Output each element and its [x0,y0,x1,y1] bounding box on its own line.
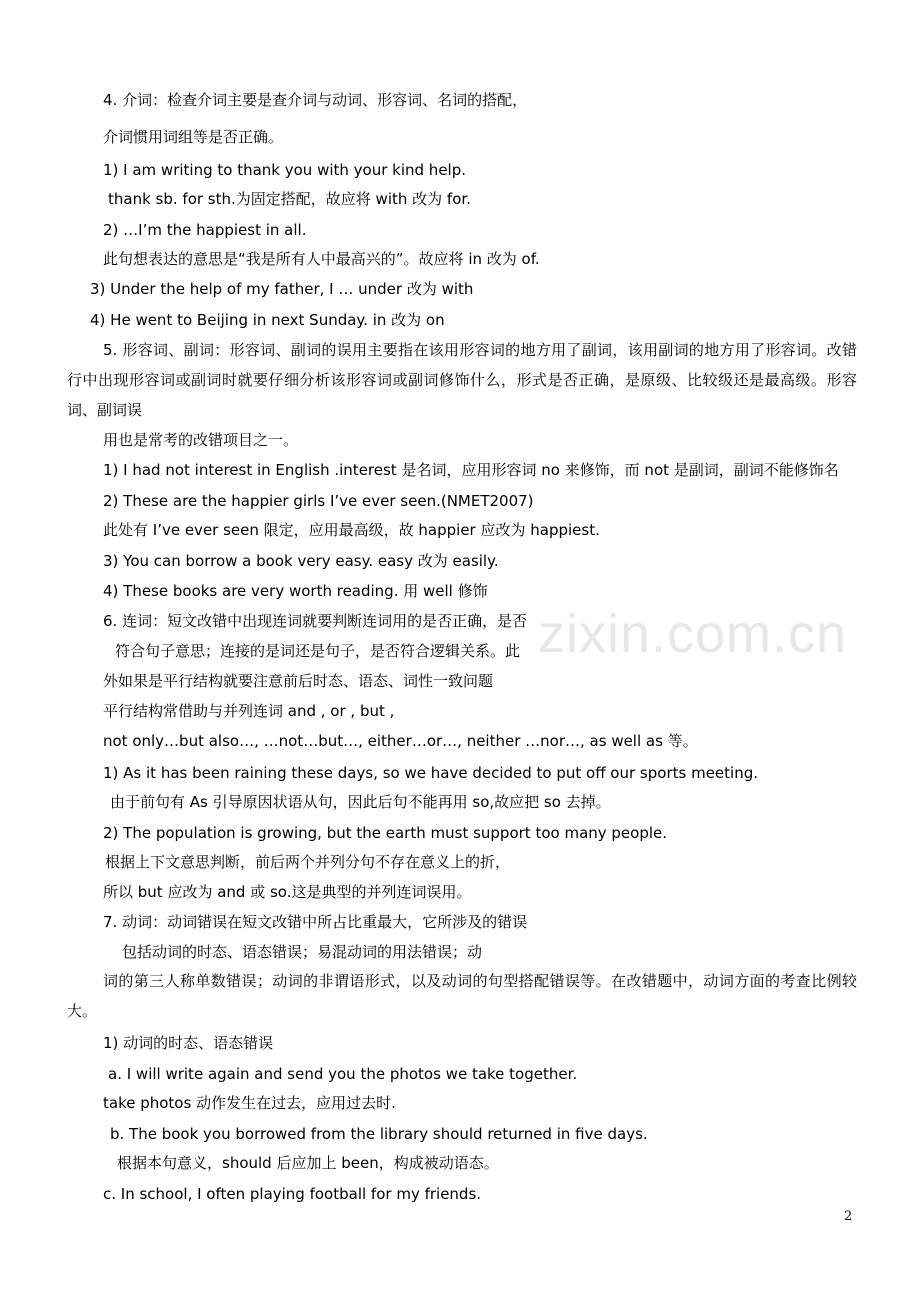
example-line: 4) These books are very worth reading. 用 well 修饰 [103,582,488,600]
example-line: 1) As it has been raining these days, so we have decided to put off our sports meeting. [103,764,758,782]
example-line: 2) These are the happier girls I’ve ever seen.(NMET2007) [103,492,534,510]
text-line: not only…but also…, …not…but…, either…or…, neither …nor…, as well as 等。 [103,732,698,750]
example-line: a. I will write again and send you the photos we take together. [108,1065,578,1083]
example-line: 2) …I’m the happiest in all. [103,221,307,239]
text-line: 外如果是平行结构就要注意前后时态、语态、词性一致问题 [103,672,494,690]
example-line: c. In school, I often playing football for my friends. [103,1185,482,1203]
explanation-line: 根据本句意义，should 后应加上 been，构成被动语态。 [117,1154,499,1172]
subsection-heading: 1) 动词的时态、语态错误 [103,1034,274,1052]
page-number: 2 [844,1209,853,1224]
text-line: 平行结构常借助与并列连词 and , or , but , [103,702,395,720]
text-line: 符合句子意思；连接的是词还是句子，是否符合逻辑关系。此 [115,642,521,660]
example-line: 1) I had not interest in English .interest 是名词，应用形容词 no 来修饰，而 not 是副词，副词不能修饰名 [103,461,839,479]
section-5-paragraph: 5. 形容词、副词：形容词、副词的误用主要指在该用形容词的地方用了副词，该用副词的地方用了形容词。改错行中出现形容词或副词时就要仔细分析该形容词或副词修饰什么，形式是否正确，是原级、比较级还是最高级。形容词、副词误 [67,341,857,419]
section-6-heading: 6. 连词：短文改错中出现连词就要判断连词用的是否正确，是否 [103,612,528,630]
section-4-heading: 4. 介词：检查介词主要是查介词与动词、形容词、名词的搭配， [103,91,528,109]
explanation-line: 所以 but 应改为 and 或 so.这是典型的并列连词误用。 [103,883,472,901]
text-line: 介词惯用词组等是否正确。 [103,128,284,146]
text-line: 包括动词的时态、语态错误；易混动词的用法错误；动 [122,943,483,961]
section-7-heading: 7. 动词：动词错误在短文改错中所占比重最大，它所涉及的错误 [103,913,528,931]
explanation-line: thank sb. for sth.为固定搭配，故应将 with 改为 for. [108,190,471,208]
section-7-paragraph: 词的第三人称单数错误；动词的非谓语形式，以及动词的句型搭配错误等。在改错题中，动词方面的考查比例较大。 [67,972,857,1020]
explanation-line: take photos 动作发生在过去，应用过去时. [103,1094,396,1112]
explanation-line: 此处有 I’ve ever seen 限定，应用最高级，故 happier 应改为 happiest. [103,521,600,539]
example-line: 2) The population is growing, but the earth must support too many people. [103,824,668,842]
explanation-line: 此句想表达的意思是“我是所有人中最高兴的”。故应将 in 改为 of. [103,250,540,268]
example-line: 4) He went to Beijing in next Sunday. in 改为 on [90,311,445,329]
example-line: 3) You can borrow a book very easy. easy 改为 easily. [103,552,499,570]
watermark: zixin.com.cn [538,604,848,664]
example-line: b. The book you borrowed from the library should returned in five days. [110,1125,648,1143]
text-line: 用也是常考的改错项目之一。 [103,431,299,449]
explanation-line: 由于前句有 As 引导原因状语从句，因此后句不能再用 so,故应把 so 去掉。 [110,793,611,811]
example-line: 3) Under the help of my father, I … under 改为 with [90,280,474,298]
explanation-line: 根据上下文意思判断，前后两个并列分句不存在意义上的折， [105,853,511,871]
example-line: 1) I am writing to thank you with your kind help. [103,161,467,179]
